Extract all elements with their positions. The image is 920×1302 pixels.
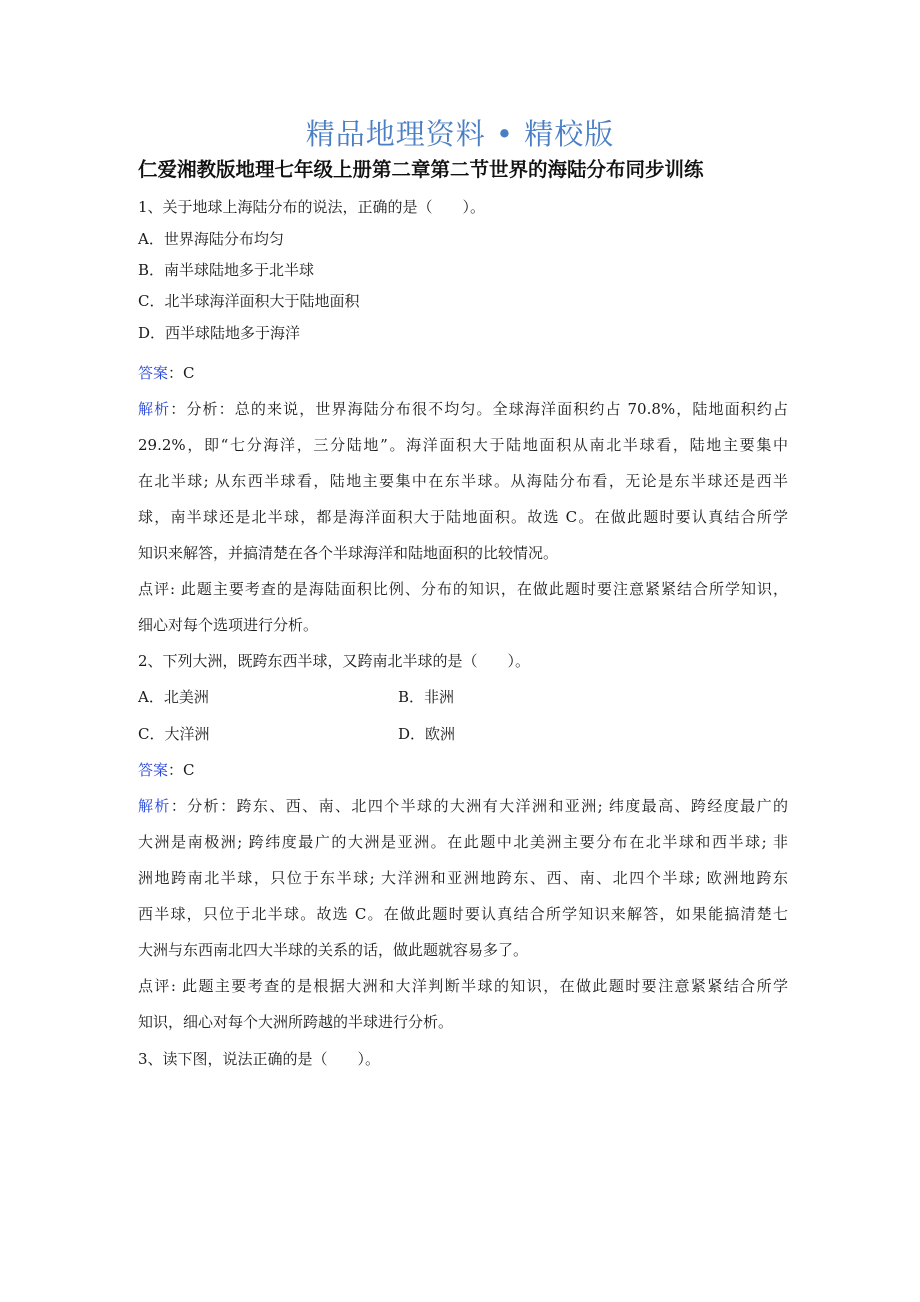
- question-2-comment-line: 知识，细心对每个大洲所跨越的半球进行分析。: [138, 1013, 454, 1031]
- answer-label: 答案: [138, 761, 169, 779]
- question-2-option-c: C．大洋洲: [138, 725, 210, 743]
- answer-value: ：C: [168, 364, 195, 382]
- question-2-comment-line: 点评: 此题主要考查的是根据大洲和大洋判断半球的知识，在做此题时要注意紧紧结合所学: [138, 977, 788, 995]
- question-1-analysis-line: [138, 398, 788, 420]
- question-2-stem: 2、下列大洲，既跨东西半球，又跨南北半球的是（ ）。: [138, 652, 531, 670]
- analysis-label: 解析: [138, 400, 171, 418]
- question-1-analysis-line: 球，南半球还是北半球，都是海洋面积大于陆地面积。故选 C。在做此题时要认真结合所学: [138, 508, 788, 526]
- question-2-analysis-line: 大洲与东西南北四大半球的关系的话，做此题就容易多了。: [138, 941, 529, 959]
- question-2-analysis-line: 西半球，只位于北半球。故选 C。在做此题时要认真结合所学知识来解答，如果能搞清楚七: [138, 905, 788, 923]
- question-2-answer: [138, 759, 788, 781]
- analysis-label: 解析: [138, 797, 171, 815]
- question-1-option-a: A．世界海陆分布均匀: [138, 230, 284, 248]
- question-1-comment-line: 细心对每个选项进行分析。: [138, 616, 319, 634]
- question-2-analysis-line: 洲地跨南北半球，只位于东半球; 大洋洲和亚洲地跨东、西、南、北四个半球; 欧洲地跨东: [138, 869, 788, 887]
- question-1-stem: 1、关于地球上海陆分布的说法，正确的是（ ）。: [138, 198, 486, 216]
- question-1-option-b: B．南半球陆地多于北半球: [138, 261, 315, 279]
- question-1-analysis-line: 在北半球; 从东西半球看，陆地主要集中在东半球。从海陆分布看，无论是东半球还是西半: [138, 472, 788, 490]
- page-banner-title: 精品地理资料 • 精校版: [305, 117, 615, 151]
- question-1-option-c: C．北半球海洋面积大于陆地面积: [138, 292, 360, 310]
- question-3-stem: 3、读下图，说法正确的是（ ）。: [138, 1050, 381, 1068]
- question-1-analysis-line: 29.2%，即“七分海洋，三分陆地”。海洋面积大于陆地面积从南北半球看，陆地主要集中: [138, 436, 788, 454]
- answer-value: ：C: [168, 761, 195, 779]
- answer-label: 答案: [138, 364, 169, 382]
- question-1-option-d: D．西半球陆地多于海洋: [138, 324, 301, 342]
- question-2-option-a: A．北美洲: [138, 688, 209, 706]
- question-2-option-b: B．非洲: [398, 688, 455, 706]
- document-title: 仁爱湘教版地理七年级上册第二章第二节世界的海陆分布同步训练: [138, 158, 704, 181]
- question-2-option-d: D．欧洲: [398, 725, 456, 743]
- question-1-answer: [138, 362, 788, 384]
- analysis-text: ：分析：跨东、西、南、北四个半球的大洲有大洋洲和亚洲; 纬度最高、跨经度最广的: [170, 797, 788, 815]
- question-1-comment-line: 点评: 此题主要考查的是海陆面积比例、分布的知识，在做此题时要注意紧紧结合所学知识，: [138, 580, 788, 598]
- question-2-analysis-line: [138, 795, 788, 817]
- question-1-analysis-line: 知识来解答，并搞清楚在各个半球海洋和陆地面积的比较情况。: [138, 544, 559, 562]
- question-2-analysis-line: 大洲是南极洲; 跨纬度最广的大洲是亚洲。在此题中北美洲主要分布在北半球和西半球; 非: [138, 833, 788, 851]
- analysis-text: ：分析：总的来说，世界海陆分布很不均匀。全球海洋面积约占 70.8%，陆地面积约占: [170, 400, 788, 418]
